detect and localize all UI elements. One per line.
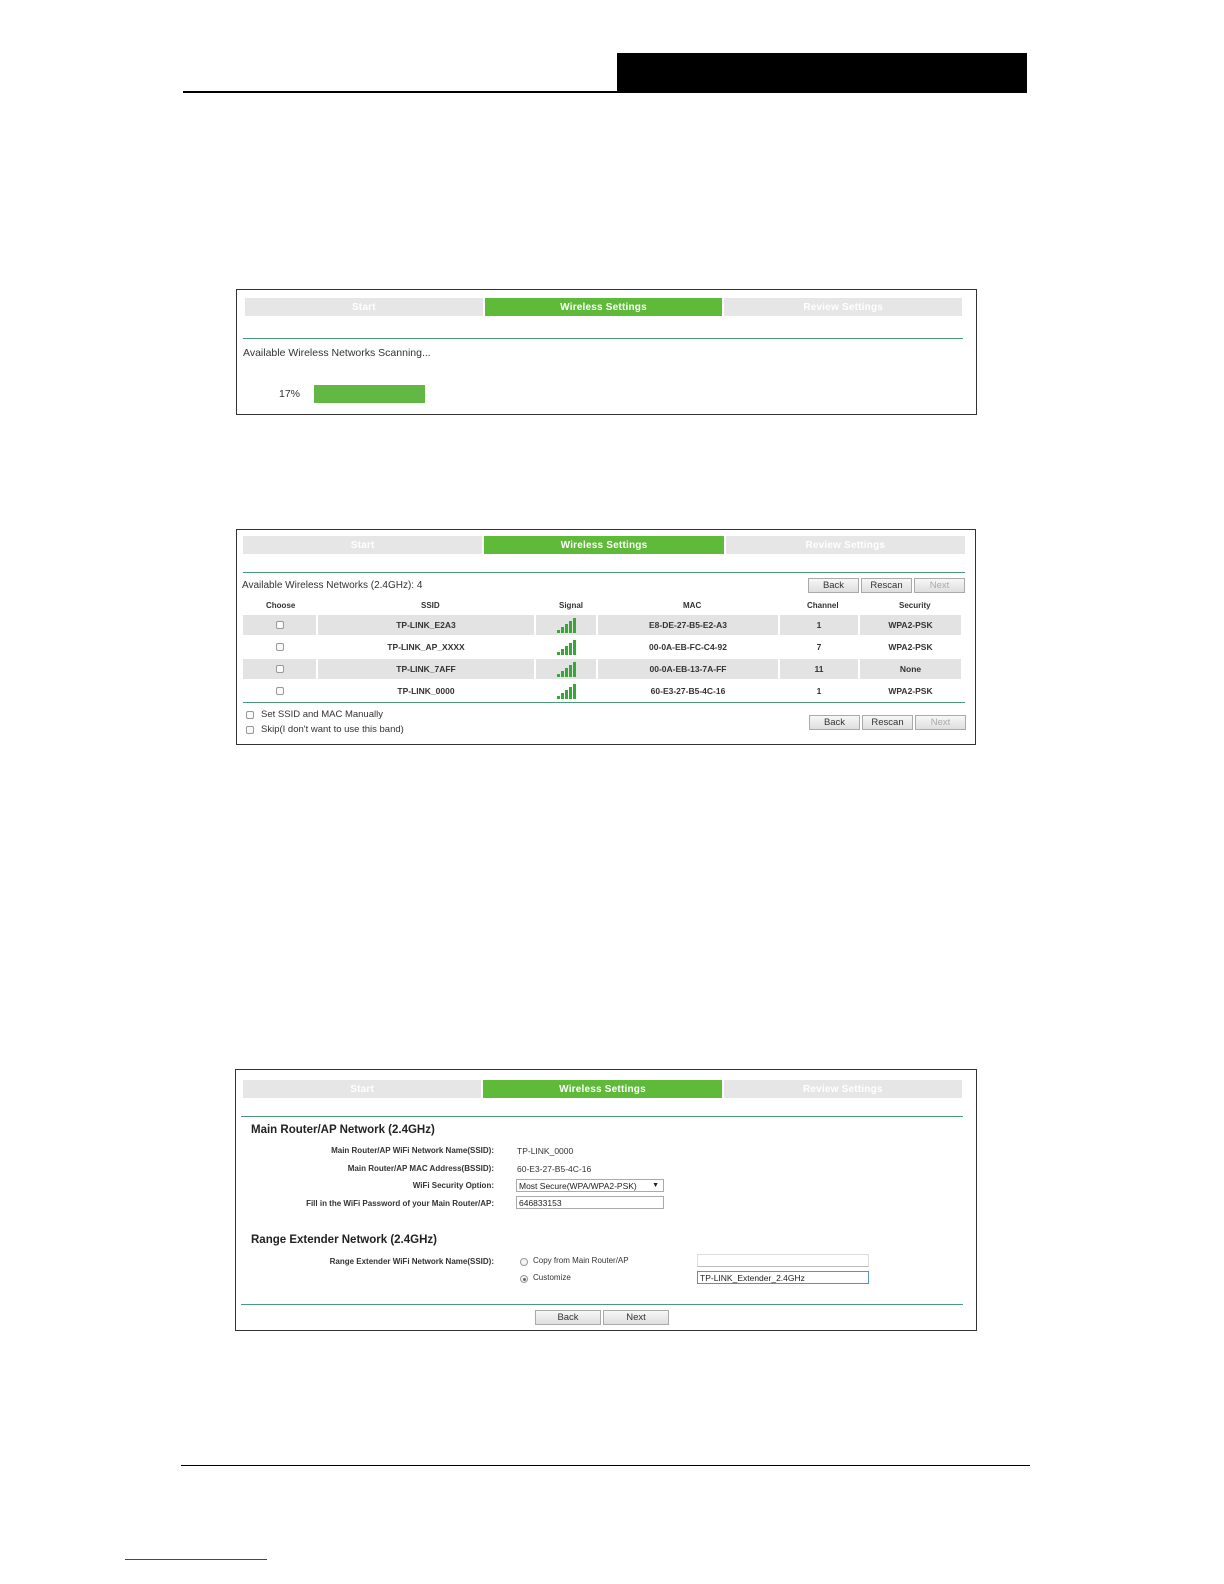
mac-cell: 60-E3-27-B5-4C-16 xyxy=(650,686,726,696)
signal-strength-icon xyxy=(557,683,576,699)
ssid-cell: TP-LINK_7AFF xyxy=(318,659,534,679)
bssid-value: 60-E3-27-B5-4C-16 xyxy=(517,1164,592,1174)
separator xyxy=(243,702,965,703)
choose-cell xyxy=(243,637,316,657)
ssid-cell: TP-LINK_AP_XXXX xyxy=(387,642,465,652)
extender-ssid-label: Range Extender WiFi Network Name(SSID): xyxy=(329,1257,494,1266)
next-button[interactable]: Next xyxy=(603,1310,669,1325)
skip-checkbox[interactable] xyxy=(246,726,254,734)
ssid-cell: TP-LINK_E2A3 xyxy=(318,615,534,635)
channel-cell: 1 xyxy=(816,686,822,696)
copy-label: Copy from Main Router/AP xyxy=(533,1256,629,1265)
channel-cell: 1 xyxy=(780,615,858,635)
tab-review-settings[interactable]: Review Settings xyxy=(724,298,962,316)
scan-panel xyxy=(236,289,977,415)
tab-wireless-settings[interactable]: Wireless Settings xyxy=(485,298,723,316)
channel-cell: 11 xyxy=(780,659,858,679)
security-select[interactable] xyxy=(516,1179,664,1192)
signal-cell xyxy=(536,637,596,657)
settings-panel xyxy=(235,1069,977,1331)
security-cell: None xyxy=(860,659,961,679)
separator xyxy=(243,572,965,573)
col-channel: Channel xyxy=(807,601,839,610)
signal-strength-icon xyxy=(557,661,576,677)
copy-radio[interactable] xyxy=(520,1258,528,1266)
choose-cell xyxy=(243,615,316,635)
header-black-bar xyxy=(617,53,1027,93)
signal-strength-icon xyxy=(557,639,576,655)
wizard-tabs xyxy=(243,1080,962,1098)
main-network-title: Main Router/AP Network (2.4GHz) xyxy=(251,1124,435,1136)
tab-review-settings[interactable]: Review Settings xyxy=(724,1080,962,1098)
skip-label: Skip(I don't want to use this band) xyxy=(261,724,404,735)
col-mac: MAC xyxy=(683,601,702,610)
signal-strength-icon xyxy=(557,617,576,633)
bssid-label: Main Router/AP MAC Address(BSSID): xyxy=(347,1164,494,1173)
table-row[interactable] xyxy=(243,659,961,679)
rescan-button-top[interactable]: Rescan xyxy=(861,578,912,593)
choose-checkbox[interactable] xyxy=(276,687,284,695)
tab-wireless-settings[interactable]: Wireless Settings xyxy=(484,536,723,554)
security-cell: WPA2-PSK xyxy=(888,686,933,696)
network-list-panel xyxy=(236,529,976,745)
mac-cell: E8-DE-27-B5-E2-A3 xyxy=(598,615,778,635)
tab-start[interactable]: Start xyxy=(243,1080,481,1098)
scan-label: Available Wireless Networks Scanning... xyxy=(243,347,431,359)
table-row[interactable] xyxy=(243,681,961,701)
col-choose: Choose xyxy=(266,601,296,610)
choose-cell xyxy=(243,681,316,701)
next-button-bottom[interactable]: Next xyxy=(915,715,966,730)
manual-checkbox[interactable] xyxy=(246,711,254,719)
wizard-tabs xyxy=(245,298,962,316)
manual-label: Set SSID and MAC Manually xyxy=(261,709,383,720)
col-ssid: SSID xyxy=(421,601,440,610)
back-button-bottom[interactable]: Back xyxy=(809,715,860,730)
col-security: Security xyxy=(899,601,931,610)
tab-review-settings[interactable]: Review Settings xyxy=(726,536,965,554)
choose-checkbox[interactable] xyxy=(276,621,284,629)
tab-wireless-settings[interactable]: Wireless Settings xyxy=(483,1080,721,1098)
separator xyxy=(241,1304,963,1305)
choose-checkbox[interactable] xyxy=(276,643,284,651)
header-rule xyxy=(183,91,1027,93)
signal-cell xyxy=(536,659,596,679)
extender-ssid-input[interactable]: TP-LINK_Extender_2.4GHz xyxy=(697,1271,869,1284)
scan-percent: 17% xyxy=(279,388,301,400)
table-row[interactable] xyxy=(243,637,961,657)
customize-label: Customize xyxy=(533,1273,571,1282)
security-cell: WPA2-PSK xyxy=(860,615,961,635)
back-button-top[interactable]: Back xyxy=(808,578,859,593)
choose-checkbox[interactable] xyxy=(276,665,284,673)
next-button-top[interactable]: Next xyxy=(914,578,965,593)
security-cell: WPA2-PSK xyxy=(888,642,933,652)
col-signal: Signal xyxy=(559,601,584,610)
security-select-value: Most Secure(WPA/WPA2-PSK) xyxy=(519,1180,637,1191)
back-button[interactable]: Back xyxy=(535,1310,601,1325)
separator xyxy=(243,338,963,339)
security-label: WiFi Security Option: xyxy=(412,1181,494,1190)
signal-cell xyxy=(536,681,596,701)
wizard-tabs xyxy=(243,536,965,554)
ssid-label: Main Router/AP WiFi Network Name(SSID): xyxy=(331,1146,494,1155)
ssid-value: TP-LINK_0000 xyxy=(517,1146,574,1156)
footer-rule xyxy=(181,1465,1030,1466)
tab-start[interactable]: Start xyxy=(243,536,482,554)
rescan-button-bottom[interactable]: Rescan xyxy=(862,715,913,730)
mac-cell: 00-0A-EB-13-7A-FF xyxy=(598,659,778,679)
channel-cell: 7 xyxy=(816,642,822,652)
mac-cell: 00-0A-EB-FC-C4-92 xyxy=(649,642,727,652)
networks-label: Available Wireless Networks (2.4GHz): 4 xyxy=(242,580,423,591)
copy-ssid-input xyxy=(697,1254,869,1267)
ssid-cell: TP-LINK_0000 xyxy=(397,686,455,696)
choose-cell xyxy=(243,659,316,679)
tab-start[interactable]: Start xyxy=(245,298,483,316)
password-label: Fill in the WiFi Password of your Main Router/AP: xyxy=(306,1199,494,1208)
footer-link-underline xyxy=(125,1559,267,1560)
extender-network-title: Range Extender Network (2.4GHz) xyxy=(251,1234,437,1246)
chevron-down-icon: ▼ xyxy=(652,1182,659,1189)
scan-progress-bar xyxy=(314,385,425,403)
signal-cell xyxy=(536,615,596,635)
separator xyxy=(241,1116,963,1117)
table-row[interactable] xyxy=(243,615,961,635)
customize-radio[interactable] xyxy=(520,1275,528,1283)
password-input[interactable]: 646833153 xyxy=(516,1196,664,1209)
